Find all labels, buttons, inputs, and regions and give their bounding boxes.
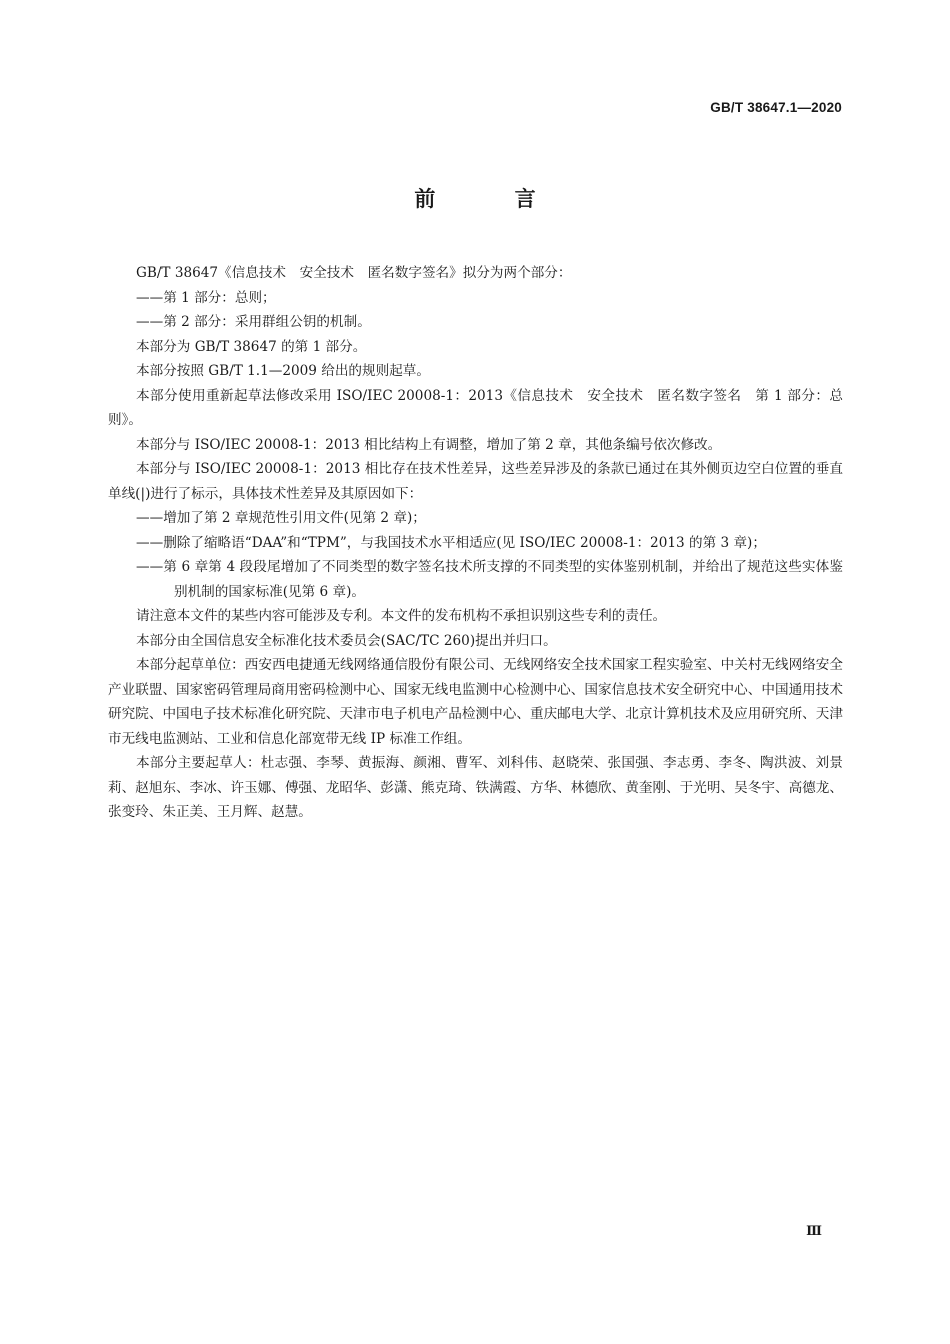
- document-body: [108, 261, 843, 825]
- paragraph: 本部分按照 GB/T 1.1—2009 给出的规则起草。: [136, 363, 430, 379]
- list-item: ——增加了第 2 章规范性引用文件(见第 2 章)；: [136, 510, 426, 526]
- paragraph: 请注意本文件的某些内容可能涉及专利。本文件的发布机构不承担识别这些专利的责任。: [136, 608, 667, 624]
- list-item: ——删除了缩略语“DAA”和“TPM”，与我国技术水平相适应(见 ISO/IEC 20008-1：2013 的第 3 章)；: [136, 534, 766, 551]
- page-number: Ⅲ: [806, 1223, 822, 1238]
- page-title: 前 言: [414, 187, 572, 211]
- paragraph: 本部分与 ISO/IEC 20008-1：2013 相比结构上有调整，增加了第 2 章，其他条编号依次修改。: [136, 436, 722, 453]
- paragraph: 本部分主要起草人：杜志强、李琴、黄振海、颜湘、曹军、刘科伟、赵晓荣、张国强、李志勇、李冬、陶洪波、刘景莉、赵旭东、李冰、许玉娜、傅强、龙昭华、彭潇、熊克琦、铁满霞、方华、林德欣、黄奎刚、于光明、吴冬宇、高德龙、张变玲、朱正美、王月辉、赵慧。: [108, 755, 843, 820]
- paragraph: 本部分为 GB/T 38647 的第 1 部分。: [136, 338, 367, 355]
- paragraph: GB/T 38647《信息技术 安全技术 匿名数字签名》拟分为两个部分：: [136, 265, 572, 281]
- paragraph: 本部分使用重新起草法修改采用 ISO/IEC 20008-1：2013《信息技术 安全技术 匿名数字签名 第 1 部分：总则》。: [108, 387, 843, 428]
- paragraph: 本部分与 ISO/IEC 20008-1：2013 相比存在技术性差异，这些差异涉及的条款已通过在其外侧页边空白位置的垂直单线(|)进行了标示，具体技术性差异及其原因如下：: [108, 461, 843, 502]
- standard-code: GB/T 38647.1—2020: [710, 100, 842, 115]
- paragraph: 本部分起草单位：西安西电捷通无线网络通信股份有限公司、无线网络安全技术国家工程实验室、中关村无线网络安全产业联盟、国家密码管理局商用密码检测中心、国家无线电监测中心检测中心、国家信息技术安全研究中心、中国通用技术研究院、中国电子技术标准化研究院、天津市电子机电产品检测中心、重庆邮电大学、北京计算机技术及应用研究所、天津市无线电监测站、工业和信息化部宽带无线 IP 标准工作组。: [108, 657, 843, 747]
- list-item: ——第 6 章第 4 段段尾增加了不同类型的数字签名技术所支撑的不同类型的实体鉴别机制，并给出了规范这些实体鉴别机制的国家标准(见第 6 章)。: [136, 559, 843, 600]
- list-item: ——第 2 部分：采用群组公钥的机制。: [136, 314, 371, 330]
- paragraph: 本部分由全国信息安全标准化技术委员会(SAC/TC 260)提出并归口。: [136, 632, 557, 649]
- list-item: ——第 1 部分：总则；: [136, 289, 276, 306]
